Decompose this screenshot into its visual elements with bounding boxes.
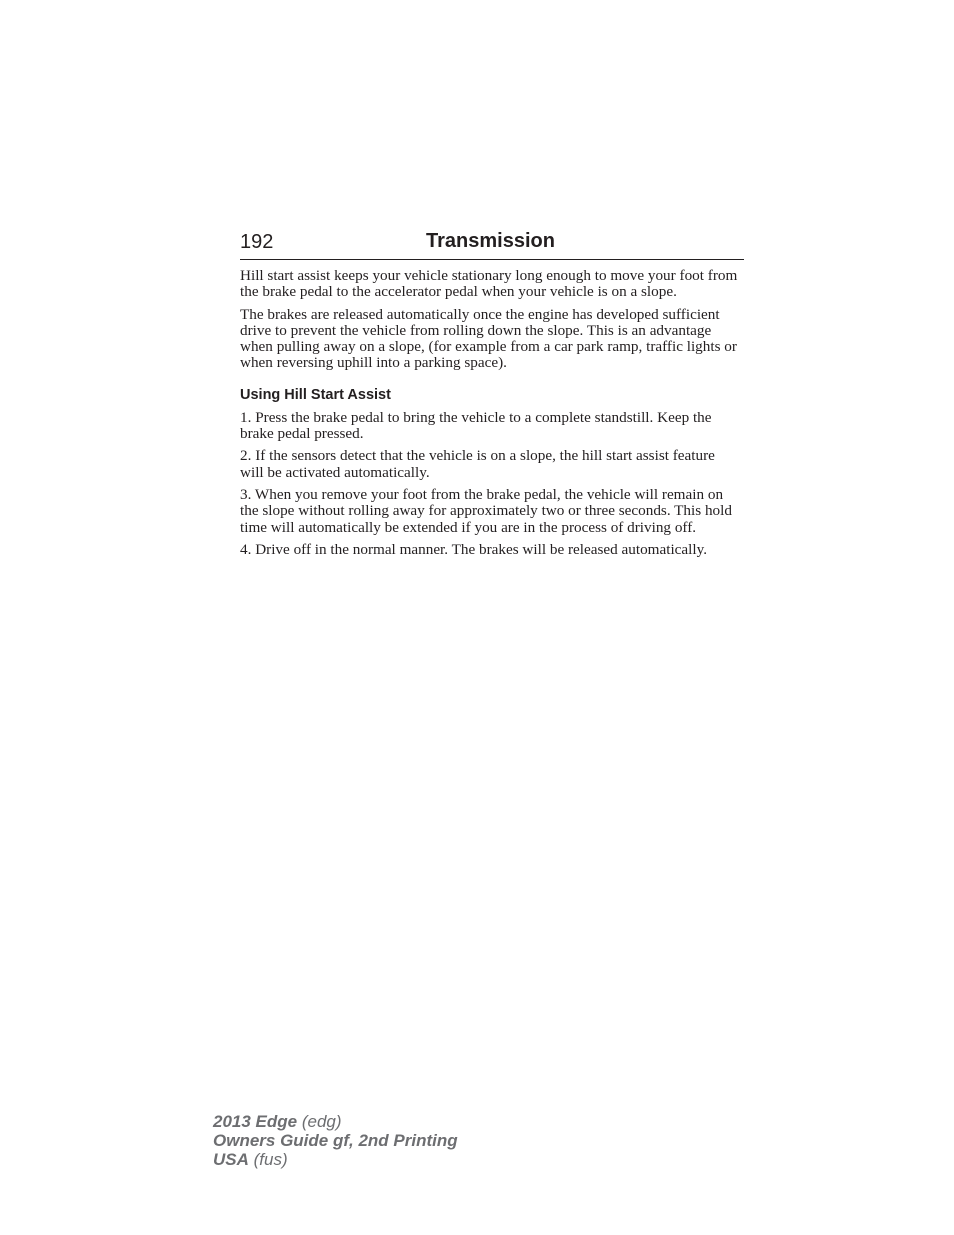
step-4: 4. Drive off in the normal manner. The brakes will be released automatically. — [240, 540, 707, 558]
page-footer — [213, 1112, 458, 1169]
section-title: Transmission — [426, 230, 555, 252]
intro-paragraph-1: Hill start assist keeps your vehicle stationary long enough to move your foot from the brake pedal to the accelerator pedal when your vehicle is on a slope. — [240, 267, 738, 301]
footer-model-code: (edg) — [297, 1112, 342, 1131]
footer-guide: Owners Guide gf, 2nd Printing — [213, 1131, 458, 1150]
subheading: Using Hill Start Assist — [240, 386, 391, 403]
step-2: 2. If the sensors detect that the vehicle is on a slope, the hill start assist feature will be activated automatically. — [240, 447, 715, 481]
footer-line-3 — [213, 1150, 458, 1169]
step-1: 1. Press the brake pedal to bring the vehicle to a complete standstill. Keep the brake pedal pressed. — [240, 408, 712, 443]
footer-line-2 — [213, 1131, 458, 1150]
footer-model: 2013 Edge — [213, 1112, 298, 1131]
intro-paragraph-2: The brakes are released automatically once the engine has developed sufficient drive to prevent the vehicle from rolling down the slope. This is an advantage when pulling away on a slope, (for example from a car park ramp, traffic lights or when reversing uphill into a parking space). — [240, 305, 737, 372]
footer-market: USA — [213, 1150, 249, 1169]
footer-line-1 — [213, 1112, 458, 1131]
page-number: 192 — [240, 231, 274, 253]
step-3: 3. When you remove your foot from the brake pedal, the vehicle will remain on the slope without rolling away for approximately two or three seconds. This hold time will automatically be extended if you are in the process of driving off. — [240, 485, 732, 536]
footer-market-code: (fus) — [248, 1150, 288, 1169]
page-header — [240, 228, 744, 260]
page-content — [240, 268, 740, 564]
